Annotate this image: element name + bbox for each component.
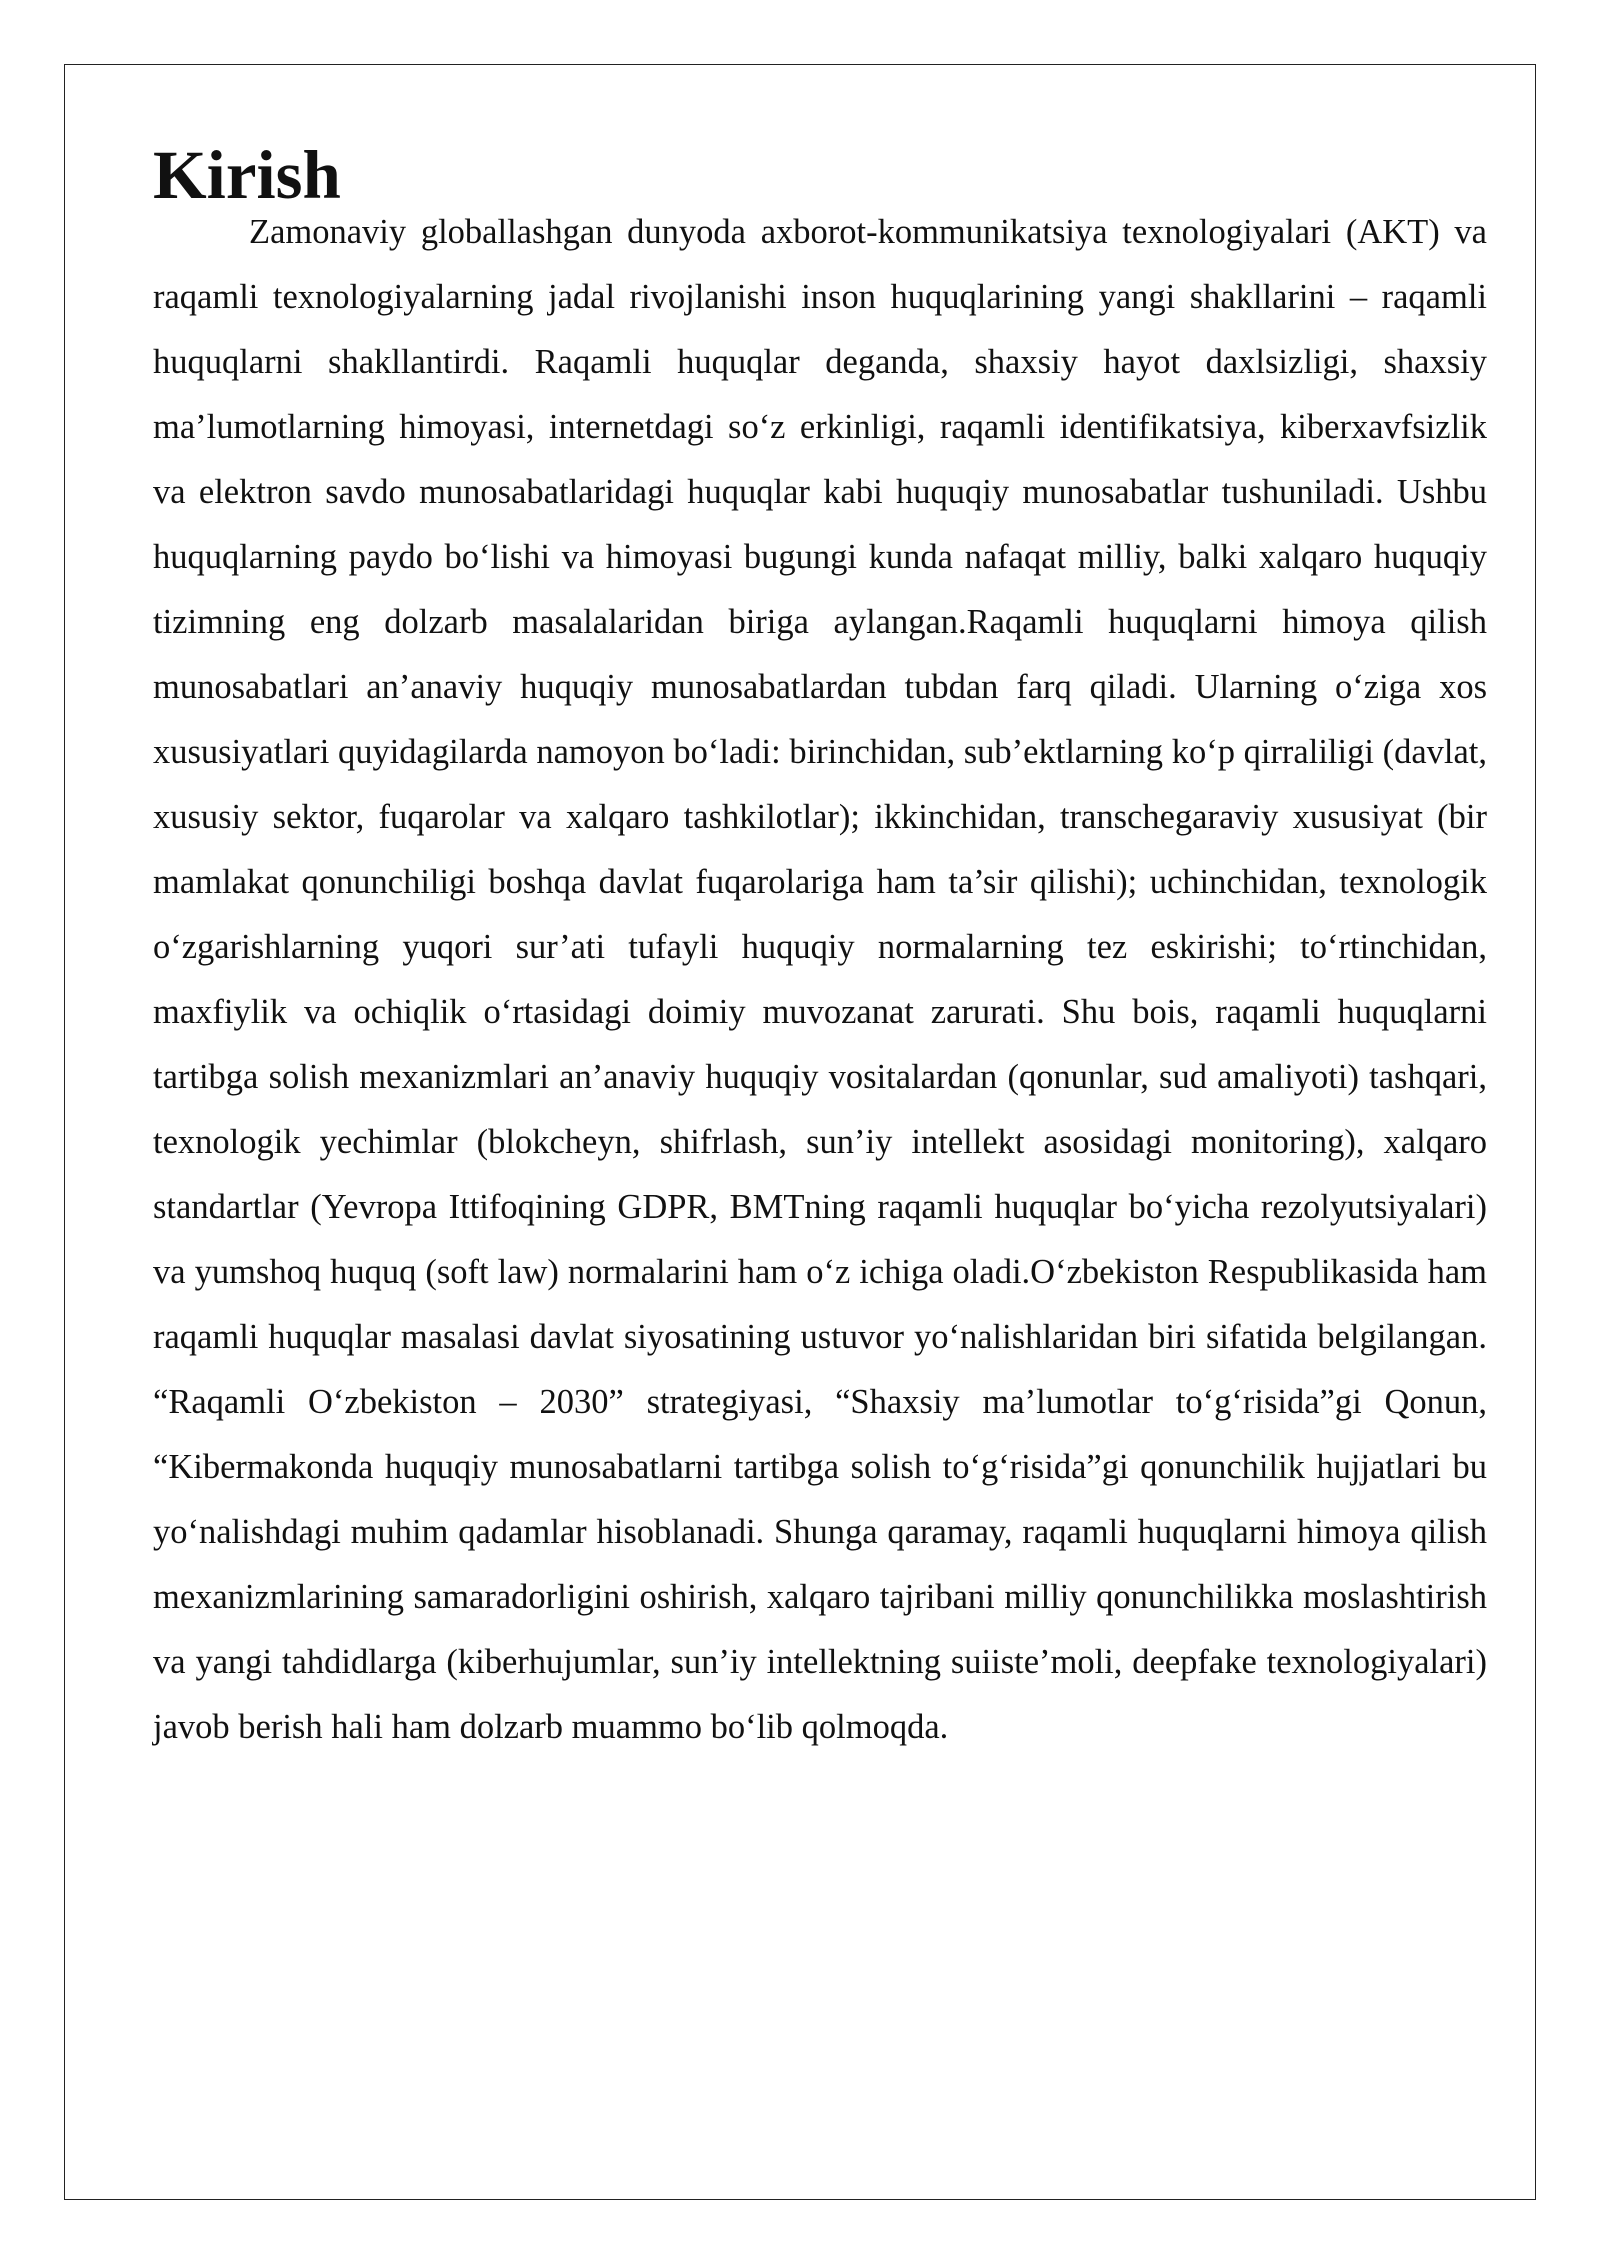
- document-body: [153, 137, 1487, 1760]
- body-paragraph: Zamonaviy globallashgan dunyoda axborot-kommunikatsiya texnologiyalari (AKT) va raqamli texnologiyalarning jadal rivojlanishi inson huquqlarining yangi shakllarini – raqamli huquqlarni shakllantirdi. Raqamli huquqlar deganda, shaxsiy hayot daxlsizligi, shaxsiy ma’lumotlarning himoyasi, internetdagi so‘z erkinligi, raqamli identifikatsiya, kiberxavfsizlik va elektron savdo munosabatlaridagi huquqlar kabi huquqiy munosabatlar tushuniladi. Ushbu huquqlarning paydo bo‘lishi va himoyasi bugungi kunda nafaqat milliy, balki xalqaro huquqiy tizimning eng dolzarb masalalaridan biriga aylangan.Raqamli huquqlarni himoya qilish munosabatlari an’anaviy huquqiy munosabatlardan tubdan farq qiladi. Ularning o‘ziga xos xususiyatlari quyidagilarda namoyon bo‘ladi: birinchidan, sub’ektlarning ko‘p qirraliligi (davlat, xususiy sektor, fuqarolar va xalqaro tashkilotlar); ikkinchidan, transchegaraviy xususiyat (bir mamlakat qonunchiligi boshqa davlat fuqarolariga ham ta’sir qilishi); uchinchidan, texnologik o‘zgarishlarning yuqori sur’ati tufayli huquqiy normalarning tez eskirishi; to‘rtinchidan, maxfiylik va ochiqlik o‘rtasidagi doimiy muvozanat zarurati. Shu bois, raqamli huquqlarni tartibga solish mexanizmlari an’anaviy huquqiy vositalardan (qonunlar, sud amaliyoti) tashqari, texnologik yechimlar (blokcheyn, shifrlash, sun’iy intellekt asosidagi monitoring), xalqaro standartlar (Yevropa Ittifoqining GDPR, BMTning raqamli huquqlar bo‘yicha rezolyutsiyalari) va yumshoq huquq (soft law) normalarini ham o‘z ichiga oladi.O‘zbekiston Respublikasida ham raqamli huquqlar masalasi davlat siyosatining ustuvor yo‘nalishlaridan biri sifatida belgilangan. “Raqamli O‘zbekiston – 2030” strategiyasi, “Shaxsiy ma’lumotlar to‘g‘risida”gi Qonun, “Kibermakonda huquqiy munosabatlarni tartibga solish to‘g‘risida”gi qonunchilik hujjatlari bu yo‘nalishdagi muhim qadamlar hisoblanadi. Shunga qaramay, raqamli huquqlarni himoya qilish mexanizmlarining samaradorligini oshirish, xalqaro tajribani milliy qonunchilikka moslashtirish va yangi tahdidlarga (kiberhujumlar, sun’iy intellektning suiiste’moli, deepfake texnologiyalari) javob berish hali ham dolzarb muammo bo‘lib qolmoqda.: [153, 213, 1487, 1746]
- section-heading: Kirish: [153, 137, 341, 213]
